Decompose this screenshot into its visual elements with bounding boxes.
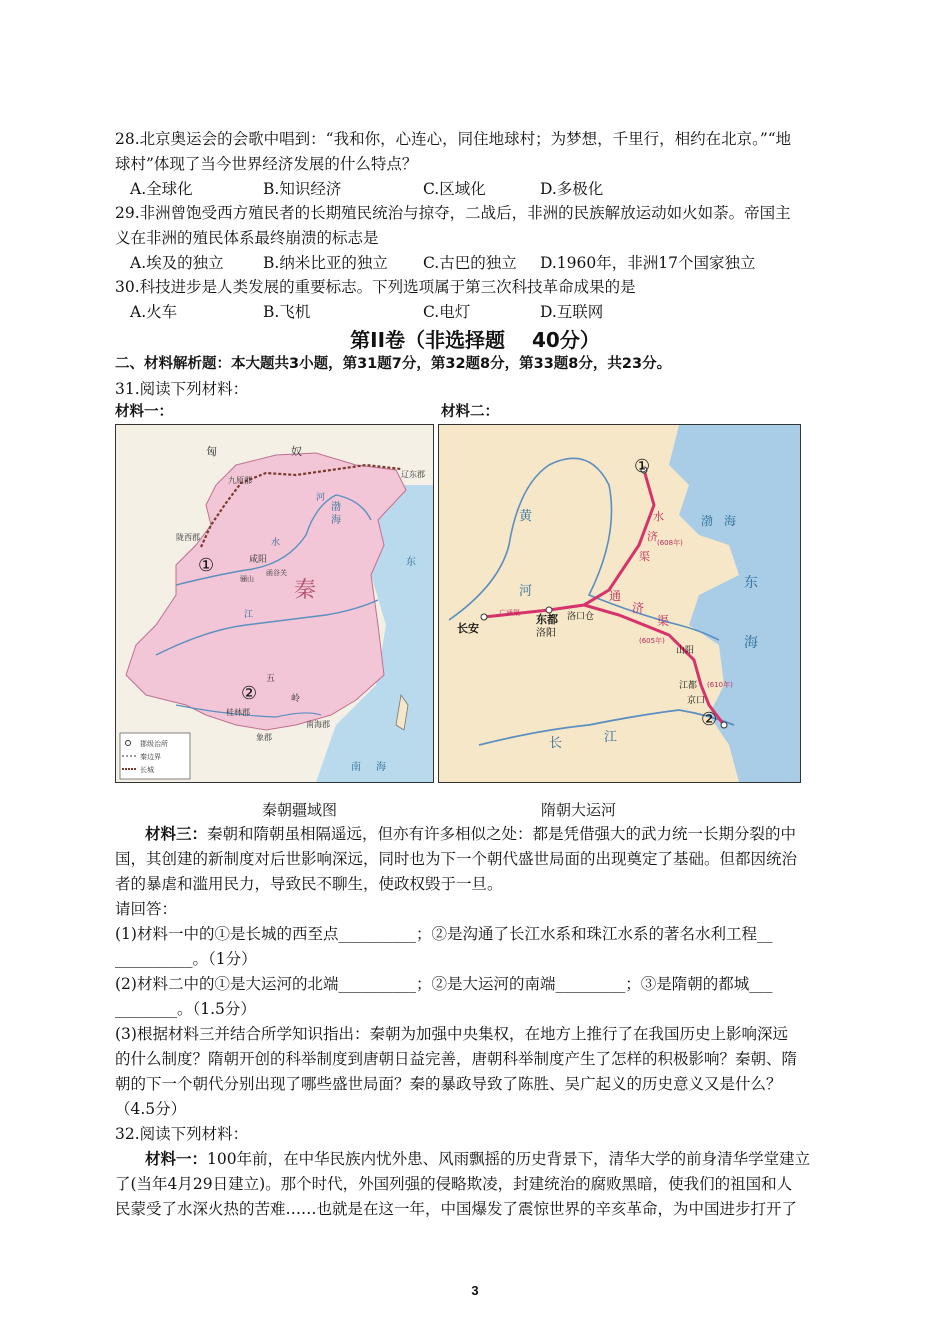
- label-sui-chang: 长: [549, 736, 563, 751]
- sui-marker-1: ①: [634, 456, 651, 477]
- label-xiongnu-2: 奴: [291, 445, 302, 458]
- label-y610: (610年): [707, 681, 733, 689]
- material3-line3: 者的暴虐和滥用民力，导致民不聊生，使政权毁于一旦。: [115, 875, 503, 893]
- sui-map-caption: 隋朝大运河: [541, 801, 617, 819]
- q28-option-a[interactable]: A.全球化: [130, 180, 193, 198]
- label-qin-hai2: 海: [376, 762, 386, 773]
- q32-intro: 32.阅读下列材料：: [115, 1125, 249, 1143]
- q32-material1-text1: 100年前，在中华民族内忧外患、风雨飘摇的历史背景下，清华大学的前身清华学堂建立: [207, 1150, 811, 1168]
- q32-material1-line2: 了(当年4月29日建立)。那个时代，外国列强的侵略欺凌，封建统治的腐败黑暗，使我们的祖国和人: [115, 1175, 793, 1193]
- q28-option-b[interactable]: B.知识经济: [263, 180, 342, 198]
- q30-stem: 30.科技进步是人类发展的重要标志。下列选项属于第三次科技革命成果的是: [115, 278, 636, 296]
- label-y605: (605年): [639, 637, 665, 645]
- legend-seat-label: 郡级治所: [140, 740, 168, 748]
- label-lishan: 骊山: [240, 575, 254, 583]
- label-qin: 秦: [294, 578, 317, 603]
- material2-label: 材料二：: [441, 404, 499, 420]
- qin-marker-2: ②: [241, 683, 258, 704]
- q30-options: [130, 300, 603, 324]
- label-tong: 通: [609, 589, 622, 603]
- q31-sub3-line3: 朝的下一个朝代分别出现了哪些盛世局面？秦的暴政导致了陈胜、吴广起义的历史意义又是什么？: [115, 1075, 782, 1093]
- legend-border-label: 秦边界: [140, 753, 161, 761]
- label-qin-jiang: 江: [244, 610, 254, 620]
- q28-option-d[interactable]: D.多极化: [540, 180, 604, 198]
- q28-stem-line1: 28.北京奥运会的会歌中唱到：“我和你，心连心，同住地球村；为梦想，千里行，相约在北京。”“地: [115, 130, 792, 148]
- q30-option-a[interactable]: A.火车: [130, 303, 178, 321]
- material1-label: 材料一：: [115, 404, 173, 420]
- label-sui-dong: 东: [744, 575, 758, 591]
- q31-sub3-line2: 的什么制度？隋朝开创的科举制度到唐朝日益完善，唐朝科举制度产生了怎样的积极影响？秦朝、隋: [115, 1050, 798, 1068]
- label-dongdu: 东都: [536, 613, 558, 626]
- q31-ask: 请回答：: [115, 900, 178, 918]
- q31-sub1-line1: (1)材料一中的①是长城的西至点__________；②是沟通了长江水系和珠江水系的著名水利工程__: [115, 925, 773, 943]
- sui-marker-2: ②: [701, 709, 718, 730]
- label-hangu: 函谷关: [266, 569, 287, 577]
- section-heading: 二、材料解析题：本大题共3小题，第31题7分，第32题8分，第33题8分，共23分。: [115, 356, 672, 372]
- label-ling: 岭: [291, 694, 301, 704]
- label-liaodong: 辽东郡: [401, 470, 425, 479]
- label-yongji-ji: 济: [647, 530, 658, 543]
- label-guangtong: 广通渠: [499, 609, 520, 617]
- label-ji: 济: [632, 601, 645, 615]
- q32-material1-line3: 民蒙受了水深火热的苦难……也就是在这一年，中国爆发了震惊世界的辛亥革命，为中国进步打开了: [115, 1200, 798, 1218]
- q29-option-d[interactable]: D.1960年，非洲17个国家独立: [540, 254, 756, 272]
- label-y608: (608年): [657, 539, 683, 547]
- label-xiongnu-1: 匈: [206, 445, 217, 458]
- sui-canal-map: [438, 424, 801, 783]
- material3-label: 材料三：: [145, 824, 208, 843]
- label-qin-nan: 南: [351, 762, 361, 773]
- city-south-icon: [721, 722, 727, 728]
- label-jingkou: 京口: [687, 696, 706, 706]
- qin-territory-map: [115, 424, 434, 783]
- page-number: 3: [471, 1283, 479, 1298]
- q31-sub1-line2: __________。（1分）: [115, 950, 257, 968]
- label-qin-dong: 东: [406, 557, 416, 568]
- qin-map-svg: [116, 425, 433, 782]
- q32-material1-label: 材料一：: [145, 1149, 208, 1168]
- qin-map-caption: 秦朝疆域图: [262, 801, 338, 819]
- q30-option-b[interactable]: B.飞机: [263, 303, 311, 321]
- label-qin-shui: 水: [271, 538, 281, 548]
- label-changan: 长安: [457, 622, 479, 635]
- label-nanhai-jun: 南海郡: [306, 720, 330, 729]
- q31-sub2-line2: ________。（1.5分）: [115, 1000, 256, 1018]
- label-xiang: 象郡: [256, 733, 272, 742]
- q28-stem-line2: 球村”体现了当今世界经济发展的什么特点？: [115, 155, 418, 173]
- q29-options: [130, 251, 755, 275]
- qin-territory-area: [126, 453, 406, 730]
- label-sui-jiang: 江: [604, 730, 618, 745]
- label-sui-hai2: 海: [744, 635, 758, 651]
- label-sui-he: 河: [519, 584, 533, 599]
- label-qin-bo: 渤: [331, 502, 341, 513]
- label-luokoucang: 洛口仓: [567, 612, 595, 622]
- legend-wall-label: 长城: [140, 766, 154, 774]
- q30-option-c[interactable]: C.电灯: [423, 303, 471, 321]
- label-qin-he: 河: [316, 493, 326, 503]
- material3-text1: 秦朝和隋朝虽相隔遥远，但亦有许多相似之处：都是凭借强大的武力统一长期分裂的中: [207, 825, 797, 843]
- label-jiuyuan: 九原郡: [228, 476, 252, 485]
- q31-sub2-line1: (2)材料二中的①是大运河的北端__________；②是大运河的南端_________；③是隋朝的都城___: [115, 975, 773, 993]
- sui-map-sea: [669, 425, 800, 782]
- label-sui-huang: 黄: [519, 509, 533, 524]
- label-shanyang: 山阳: [676, 646, 695, 656]
- q29-option-a[interactable]: A.埃及的独立: [130, 254, 224, 272]
- label-yongji-qu: 渠: [639, 550, 650, 563]
- q29-option-b[interactable]: B.纳米比亚的独立: [263, 254, 388, 272]
- section-title: 第II卷（非选择题 40分）: [350, 328, 600, 352]
- label-xianyang: 咸阳: [249, 555, 268, 565]
- label-wu: 五: [266, 674, 276, 684]
- q31-intro: 31.阅读下列材料：: [115, 380, 249, 398]
- qin-marker-1: ①: [198, 555, 215, 576]
- material3-line1: [145, 822, 845, 846]
- label-jiangdu: 江都: [679, 681, 698, 691]
- label-sui-hai: 海: [724, 514, 737, 528]
- q28-options: [130, 177, 603, 201]
- q29-option-c[interactable]: C.古巴的独立: [423, 254, 517, 272]
- q32-material1-line1: [145, 1147, 845, 1171]
- label-guilin: 桂林郡: [226, 708, 250, 717]
- q28-option-c[interactable]: C.区域化: [423, 180, 486, 198]
- label-sui-bo: 渤: [701, 514, 714, 528]
- label-luoyang: 洛阳: [536, 628, 556, 639]
- q31-sub3-line4: （4.5分）: [115, 1100, 187, 1118]
- label-yongji-shui: 水: [653, 510, 664, 523]
- sui-map-svg: [439, 425, 800, 782]
- q30-option-d[interactable]: D.互联网: [540, 303, 604, 321]
- q29-stem-line1: 29.非洲曾饱受西方殖民者的长期殖民统治与掠夺，二战后，非洲的民族解放运动如火如荼。帝国主: [115, 204, 791, 222]
- label-qu: 渠: [657, 614, 670, 628]
- label-qin-hai: 海: [331, 515, 341, 526]
- city-changan-icon: [481, 614, 487, 620]
- q31-sub3-line1: (3)根据材料三并结合所学知识指出：秦朝为加强中央集权，在地方上推行了在我国历史上影响深远: [115, 1025, 788, 1043]
- label-longxi: 陇西郡: [176, 533, 200, 542]
- material3-line2: 国，其创建的新制度对后世影响深远，同时也为下一个朝代盛世局面的出现奠定了基础。但都因统治: [115, 850, 798, 868]
- q29-stem-line2: 义在非洲的殖民体系最终崩溃的标志是: [115, 229, 379, 247]
